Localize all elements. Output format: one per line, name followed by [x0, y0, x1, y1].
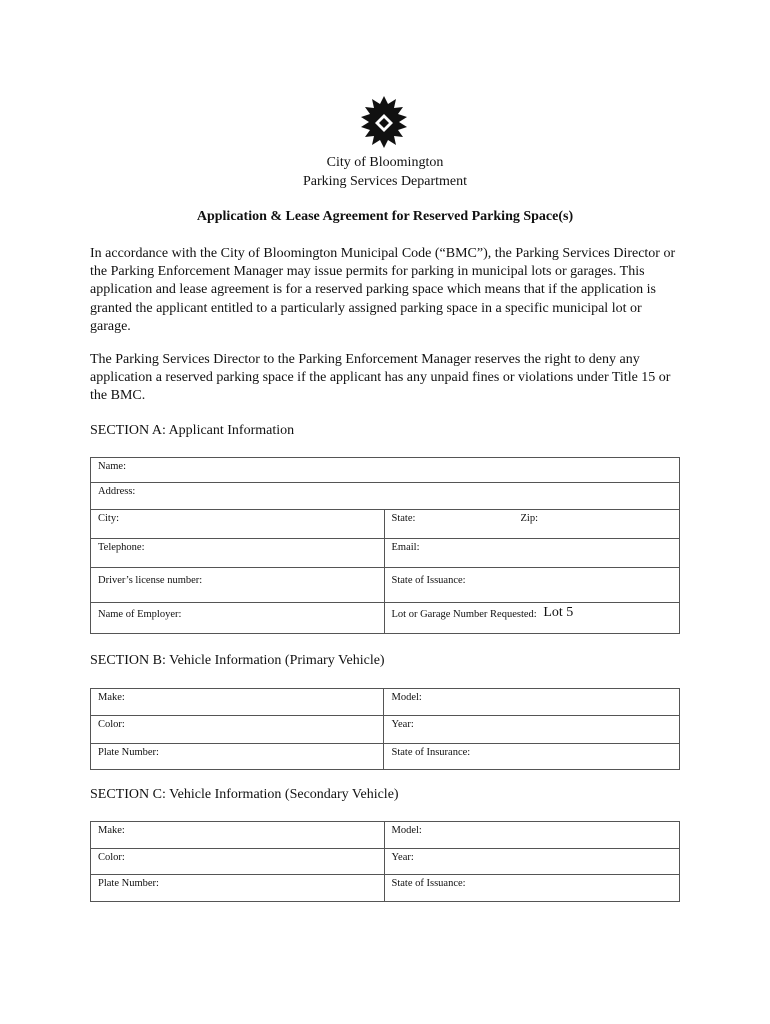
section-c-heading: SECTION C: Vehicle Information (Secondary Vehicle) [90, 787, 399, 802]
email-label: Email: [391, 542, 420, 553]
name-label: Name: [98, 461, 126, 472]
lot-requested-value: Lot 5 [543, 605, 574, 620]
primary-make-field[interactable] [91, 689, 384, 716]
primary-plate-field[interactable] [91, 744, 384, 770]
city-name: City of Bloomington [326, 155, 444, 170]
secondary-model-field[interactable] [384, 822, 680, 849]
state-label: State: [391, 513, 416, 524]
employer-label: Name of Employer: [98, 609, 182, 620]
telephone-field[interactable] [91, 539, 385, 568]
state-of-issuance-field[interactable] [384, 568, 680, 603]
zip-label: Zip: [520, 513, 538, 524]
address-label: Address: [98, 486, 136, 497]
primary-color-label: Color: [98, 719, 125, 730]
drivers-license-field[interactable] [91, 568, 385, 603]
section-b-heading: SECTION B: Vehicle Information (Primary Vehicle) [90, 653, 385, 668]
intro-paragraph: In accordance with the City of Bloomington Municipal Code (“BMC”), the Parking Services Director or the Parking Enforcement Manager may issue permits for parking in municipal lots or garages. This application and lease agreement is for a reserved parking space which means that if the application is granted the applicant entitled to a particularly assigned parking space in a specific municipal lot or garage. [90, 246, 676, 334]
secondary-make-label: Make: [98, 825, 125, 836]
city-seal-logo [357, 96, 411, 150]
primary-make-label: Make: [98, 692, 125, 703]
primary-plate-label: Plate Number: [98, 747, 159, 758]
department-name: Parking Services Department [302, 174, 468, 189]
city-label: City: [98, 513, 120, 524]
primary-year-label: Year: [391, 719, 414, 730]
primary-vehicle-table [90, 688, 680, 770]
primary-model-label: Model: [391, 692, 422, 703]
lot-requested-label: Lot or Garage Number Requested: [391, 609, 537, 620]
email-field[interactable] [384, 539, 680, 568]
name-field[interactable] [91, 458, 680, 483]
secondary-color-field[interactable] [91, 849, 385, 875]
applicant-info-table [90, 457, 680, 634]
telephone-label: Telephone: [98, 542, 145, 553]
secondary-model-label: Model: [391, 825, 422, 836]
city-field[interactable] [91, 510, 385, 539]
secondary-state-field[interactable] [384, 875, 680, 902]
primary-model-field[interactable] [384, 689, 680, 716]
document-title: Application & Lease Agreement for Reserved Parking Space(s) [196, 209, 574, 224]
secondary-plate-field[interactable] [91, 875, 385, 902]
address-field[interactable] [91, 483, 680, 510]
secondary-state-label: State of Issuance: [391, 878, 466, 889]
section-a-heading: SECTION A: Applicant Information [90, 423, 295, 438]
employer-field[interactable] [91, 603, 385, 634]
secondary-make-field[interactable] [91, 822, 385, 849]
primary-color-field[interactable] [91, 716, 384, 744]
denial-paragraph: The Parking Services Director to the Parking Enforcement Manager reserves the right to deny any application a reserved parking space if the applicant has any unpaid fines or violations under Title 15 or the BMC. [90, 352, 671, 404]
primary-year-field[interactable] [384, 716, 680, 744]
state-of-issuance-label: State of Issuance: [391, 575, 466, 586]
secondary-vehicle-table [90, 821, 680, 902]
secondary-plate-label: Plate Number: [98, 878, 159, 889]
primary-state-label: State of Insurance: [391, 747, 471, 758]
secondary-year-field[interactable] [384, 849, 680, 875]
secondary-year-label: Year: [391, 852, 414, 863]
primary-state-field[interactable] [384, 744, 680, 770]
state-zip-field[interactable] [384, 510, 680, 539]
drivers-license-label: Driver’s license number: [98, 575, 203, 586]
secondary-color-label: Color: [98, 852, 125, 863]
lot-requested-field[interactable] [384, 603, 680, 634]
